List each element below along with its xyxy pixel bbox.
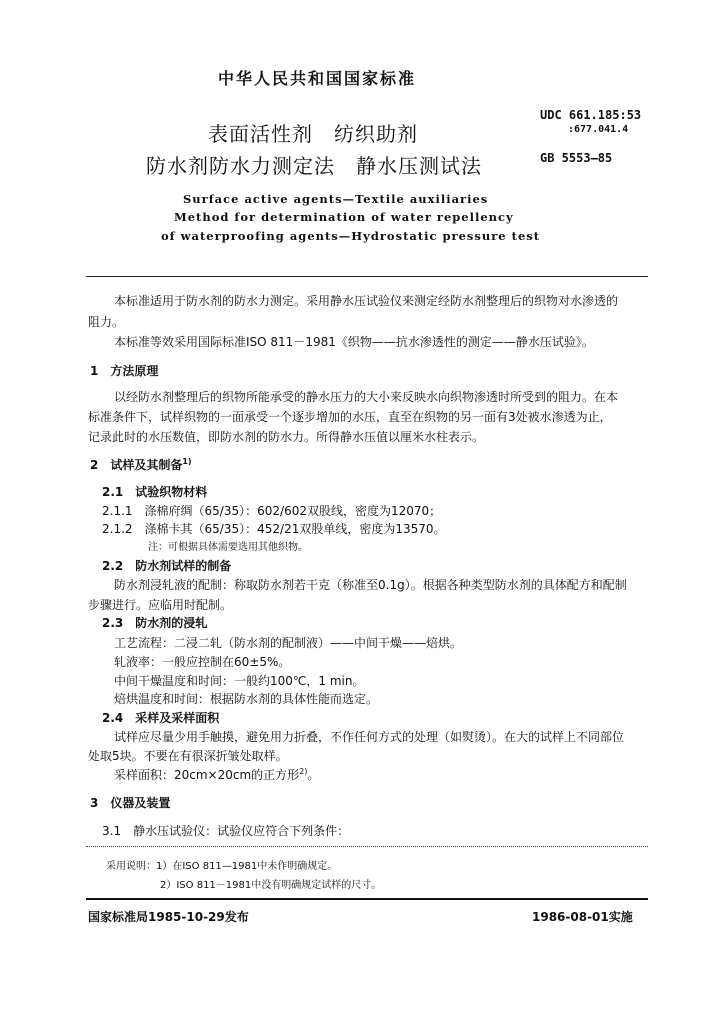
udc-code-continued: :677.041.4	[568, 124, 629, 135]
section-2-4-line-3	[114, 766, 319, 783]
section-2-3-line-2: 轧液率：一般应控制在60±5%。	[114, 655, 291, 669]
intro-paragraph-1-line-2: 阻力。	[88, 315, 125, 329]
section-2-3-heading: 2.3 防水剂的浸轧	[102, 616, 208, 630]
section-2-3-line-1: 工艺流程：二浸二轧（防水剂的配制液）——中间干燥——焙烘。	[114, 636, 463, 650]
section-3-heading: 3 仪器及装置	[90, 796, 171, 810]
udc-code: UDC 661.185:53	[540, 108, 642, 122]
section-2-heading	[90, 456, 192, 473]
section-2-1-note: 注：可根据具体需要选用其他织物。	[148, 542, 308, 553]
sample-area-end: 。	[307, 768, 320, 782]
section-1-line-3: 记录此时的水压数值，即防水剂的防水力。所得静水压值以厘米水柱表示。	[88, 430, 485, 444]
footer-divider	[86, 898, 648, 900]
title-line-2: 防水剂防水力测定法 静水压测试法	[146, 154, 482, 178]
section-2-3-line-3: 中间干燥温度和时间：一般约100℃，1 min。	[114, 674, 365, 688]
section-2-2-line-1: 防水剂浸轧液的配制：称取防水剂若干克（称准至0.1g）。根据各种类型防水剂的具体配方和配制	[114, 578, 627, 592]
footnote-divider	[86, 846, 648, 847]
effective-date: 1986-08-01实施	[532, 910, 633, 924]
section-2-3-line-4: 焙烘温度和时间：根据防水剂的具体性能而选定。	[114, 692, 379, 706]
footnote-ref-2: 2)	[299, 767, 308, 776]
section-2-4-line-1: 试样应尽量少用手触摸，避免用力折叠，不作任何方式的处理（如熨烫）。在大的试样上不同部位	[114, 730, 625, 744]
gb-number: GB 5553—85	[540, 151, 613, 165]
issue-date: 国家标准局1985-10-29发布	[88, 910, 249, 924]
sample-area-text: 采样面积：20cm×20cm的正方形	[114, 768, 300, 782]
footnote-1	[106, 857, 337, 872]
english-title-line-2: Method for determination of water repellency	[174, 210, 514, 224]
section-2-1-1: 2.1.1 涤棉府绸（65/35）：602/602双股线，密度为12070；	[102, 504, 442, 518]
section-2-4-heading: 2.4 采样及采样面积	[102, 711, 220, 725]
intro-paragraph-2: 本标准等效采用国际标准ISO 811－1981《织物——抗水渗透性的测定——静水压试验》。	[114, 335, 594, 349]
section-2-heading-text: 2 试样及其制备	[90, 458, 183, 472]
english-title-line-1: Surface active agents—Textile auxiliaries	[183, 192, 489, 206]
section-2-2-heading: 2.2 防水剂试样的制备	[102, 559, 232, 573]
section-3-1: 3.1 静水压试验仪：试验仪应符合下列条件：	[102, 824, 350, 838]
section-1-line-1: 以经防水剂整理后的织物所能承受的静水压力的大小来反映水向织物渗透时所受到的阻力。在本	[114, 390, 619, 404]
footnote-2: 2）ISO 811－1981中没有明确规定试样的尺寸。	[160, 880, 382, 891]
section-2-1-heading: 2.1 试验织物材料	[102, 485, 208, 499]
intro-paragraph-1-line-1: 本标准适用于防水剂的防水力测定。采用静水压试验仪来测定经防水剂整理后的织物对水渗透的	[114, 294, 619, 308]
footnote-label: 采用说明：	[106, 861, 156, 872]
section-2-1-2: 2.1.2 涤棉卡其（65/35）：452/21双股单线，密度为13570。	[102, 522, 446, 536]
english-title-line-3: of waterproofing agents—Hydrostatic pressure test	[161, 229, 541, 243]
section-2-4-line-2: 处取5块。不要在有很深折皱处取样。	[88, 749, 288, 763]
issuing-org: 中华人民共和国国家标准	[218, 69, 417, 88]
section-2-2-line-2: 步骤进行。应临用时配制。	[88, 598, 233, 612]
title-line-1: 表面活性剂 纺织助剂	[208, 122, 418, 146]
section-1-heading: 1 方法原理	[90, 364, 159, 378]
header-divider	[86, 276, 648, 277]
footnote-1-text: 1）在ISO 811—1981中未作明确规定。	[156, 861, 338, 872]
footnote-ref-1: 1)	[182, 457, 192, 466]
section-1-line-2: 标准条件下，试样织物的一面承受一个逐步增加的水压，直至在织物的另一面有3处被水渗透为止，	[88, 410, 612, 424]
